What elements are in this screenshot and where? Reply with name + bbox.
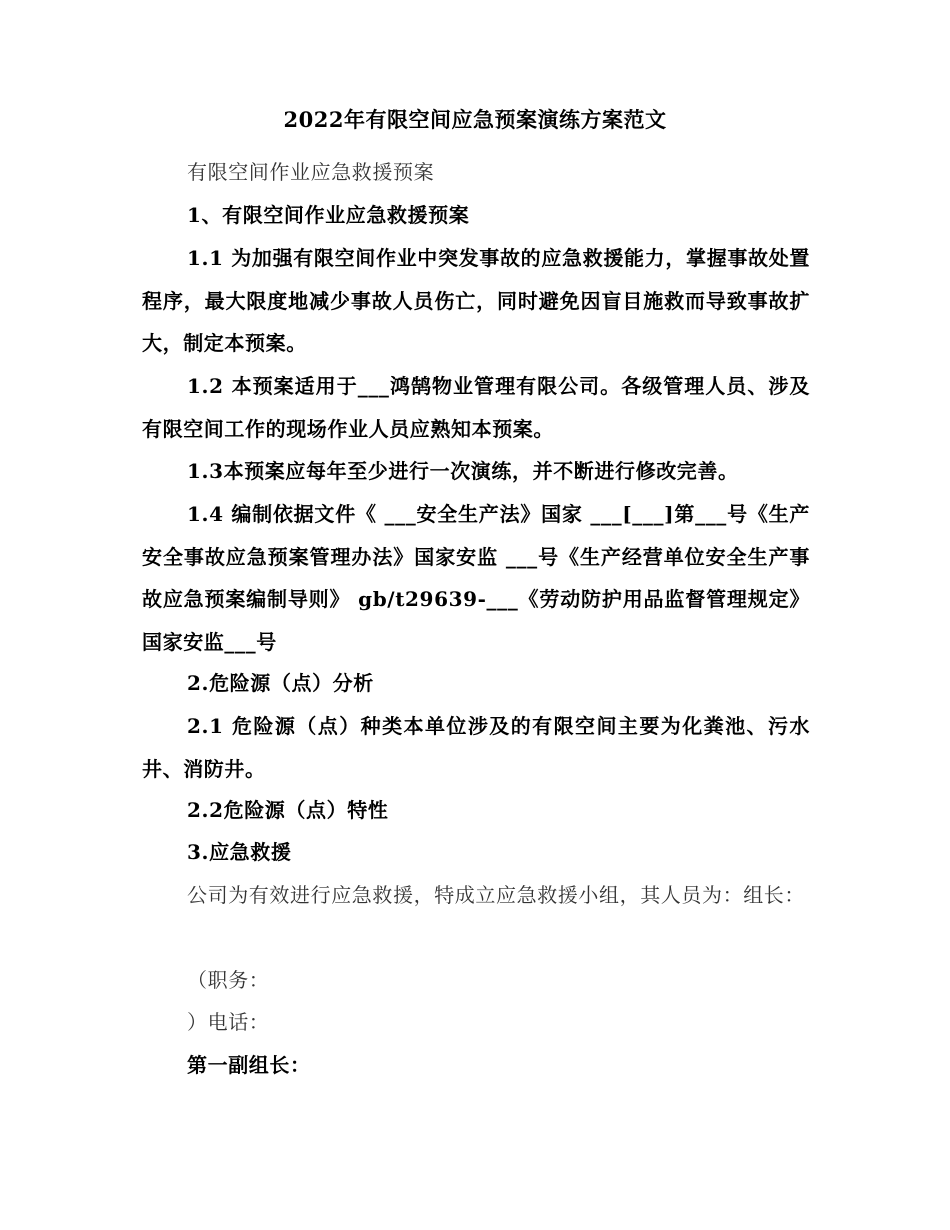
paragraph-position: （职务： <box>187 968 270 992</box>
document-title: 2022年有限空间应急预案演练方案范文 <box>283 107 667 132</box>
paragraph-1-4: 1.4 编制依据文件《 ___安全生产法》国家 ___[___]第___号《生产安全事故应急预案管理办法》国家安监 ___号《生产经营单位安全生产事故应急预案编制导则》 gb/t29639-___《劳动防护用品监督管理规定》国家安监___号 <box>142 502 810 654</box>
paragraph-deputy-leader: 第一副组长： <box>187 1053 311 1077</box>
paragraph-phone: ）电话： <box>187 1010 270 1034</box>
paragraph-1-1: 1.1 为加强有限空间作业中突发事故的应急救援能力，掌握事故处置程序，最大限度地减少事故人员伤亡，同时避免因盲目施救而导致事故扩大，制定本预案。 <box>142 246 810 355</box>
paragraph-section-3: 3.应急救援 <box>187 840 292 864</box>
paragraph-intro: 有限空间作业应急救援预案 <box>187 160 435 184</box>
paragraph-section-2: 2.危险源（点）分析 <box>187 671 374 695</box>
paragraph-section-1: 1、有限空间作业应急救援预案 <box>187 203 470 227</box>
paragraph-2-1: 2.1 危险源（点）种类本单位涉及的有限空间主要为化粪池、污水井、消防井。 <box>142 714 810 781</box>
paragraph-2-2: 2.2危险源（点）特性 <box>187 798 389 822</box>
paragraph-team: 公司为有效进行应急救援，特成立应急救援小组，其人员为：组长： <box>187 883 805 907</box>
paragraph-1-3: 1.3本预案应每年至少进行一次演练，并不断进行修改完善。 <box>187 459 739 483</box>
paragraph-1-2: 1.2 本预案适用于___鸿鹄物业管理有限公司。各级管理人员、涉及有限空间工作的现场作业人员应熟知本预案。 <box>142 374 810 441</box>
